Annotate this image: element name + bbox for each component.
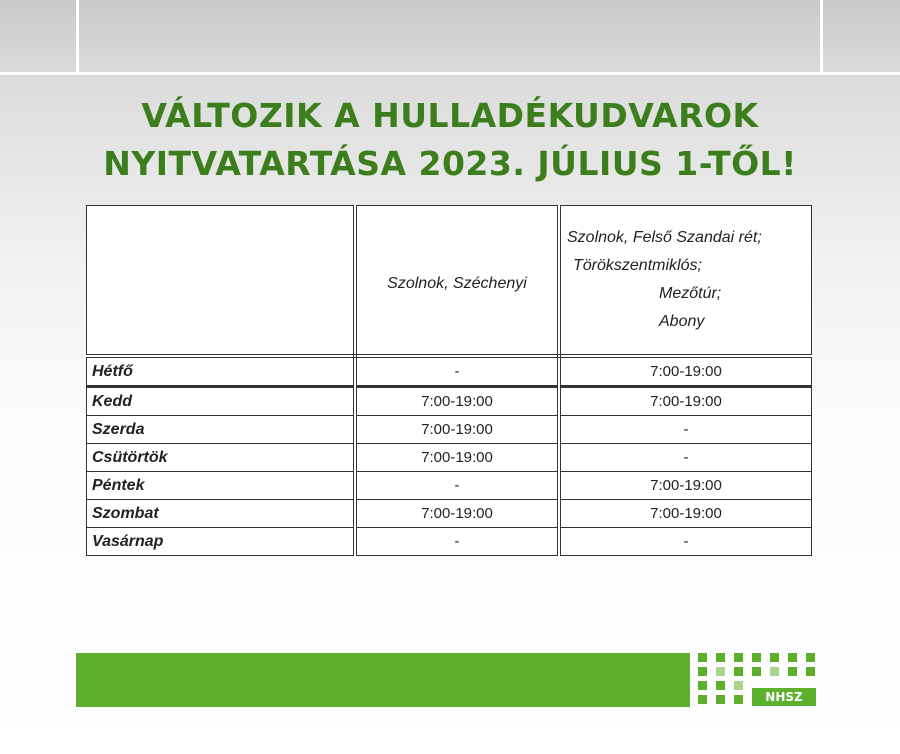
- header-site-line: Mezőtúr;: [659, 285, 722, 302]
- hours-cell-site2: 7:00-19:00: [559, 472, 812, 500]
- logo-dot: [734, 695, 743, 704]
- table-row: [87, 444, 812, 472]
- hours-cell-site1: -: [355, 528, 559, 556]
- table-row: [87, 387, 812, 416]
- logo-dot: [698, 681, 707, 690]
- logo-dot: [698, 695, 707, 704]
- schedule-table: [86, 205, 812, 556]
- hours-cell-site2: 7:00-19:00: [559, 356, 812, 387]
- header-site-szolnok-szechenyi: Szolnok, Széchenyi: [355, 206, 559, 357]
- frame-line-top: [0, 72, 900, 75]
- table-header-row: [87, 206, 812, 357]
- hours-cell-site1: 7:00-19:00: [355, 444, 559, 472]
- header-site-line: Szolnok, Felső Szandai rét;: [567, 229, 762, 246]
- hours-cell-site2: 7:00-19:00: [559, 500, 812, 528]
- logo-dot: [716, 667, 725, 676]
- logo-dot: [734, 681, 743, 690]
- hours-cell-site1: -: [355, 356, 559, 387]
- logo-dot: [716, 681, 725, 690]
- logo-dot: [788, 653, 797, 662]
- frame-line-right: [820, 0, 823, 75]
- page-title: [0, 92, 900, 188]
- hours-cell-site2: 7:00-19:00: [559, 387, 812, 416]
- logo-dot: [770, 653, 779, 662]
- day-cell: Szerda: [87, 416, 356, 444]
- hours-cell-site2: -: [559, 416, 812, 444]
- header-site-group: [559, 206, 812, 357]
- table-row: [87, 528, 812, 556]
- logo-dot: [734, 667, 743, 676]
- day-cell: Vasárnap: [87, 528, 356, 556]
- footer-green-bar: [76, 653, 690, 707]
- logo-dot: [788, 667, 797, 676]
- day-cell: Hétfő: [87, 356, 356, 387]
- header-empty-cell: [87, 206, 356, 357]
- hours-cell-site1: 7:00-19:00: [355, 500, 559, 528]
- logo-dot: [806, 667, 815, 676]
- header-site-line: Törökszentmiklós;: [573, 257, 702, 274]
- frame-line-left: [76, 0, 79, 75]
- nhsz-logo-badge: NHSZ: [752, 688, 816, 706]
- logo-dot: [734, 653, 743, 662]
- logo-dot: [716, 653, 725, 662]
- logo-dot: [716, 695, 725, 704]
- header-site-line: Abony: [659, 313, 705, 330]
- logo-dot: [770, 667, 779, 676]
- logo-dot: [806, 653, 815, 662]
- day-cell: Szombat: [87, 500, 356, 528]
- day-cell: Péntek: [87, 472, 356, 500]
- logo-dot: [752, 653, 761, 662]
- hours-cell-site1: 7:00-19:00: [355, 416, 559, 444]
- table-row: [87, 356, 812, 387]
- logo-dot: [698, 653, 707, 662]
- logo-dot: [698, 667, 707, 676]
- table-row: [87, 500, 812, 528]
- table-row: [87, 416, 812, 444]
- hours-cell-site1: -: [355, 472, 559, 500]
- day-cell: Csütörtök: [87, 444, 356, 472]
- hours-cell-site2: -: [559, 444, 812, 472]
- logo-dot: [752, 667, 761, 676]
- title-line-2: NYITVATARTÁSA 2023. JÚLIUS 1-TŐL!: [103, 144, 797, 183]
- table-row: [87, 472, 812, 500]
- hours-cell-site1: 7:00-19:00: [355, 387, 559, 416]
- title-line-1: VÁLTOZIK A HULLADÉKUDVAROK: [141, 96, 759, 135]
- hours-cell-site2: -: [559, 528, 812, 556]
- day-cell: Kedd: [87, 387, 356, 416]
